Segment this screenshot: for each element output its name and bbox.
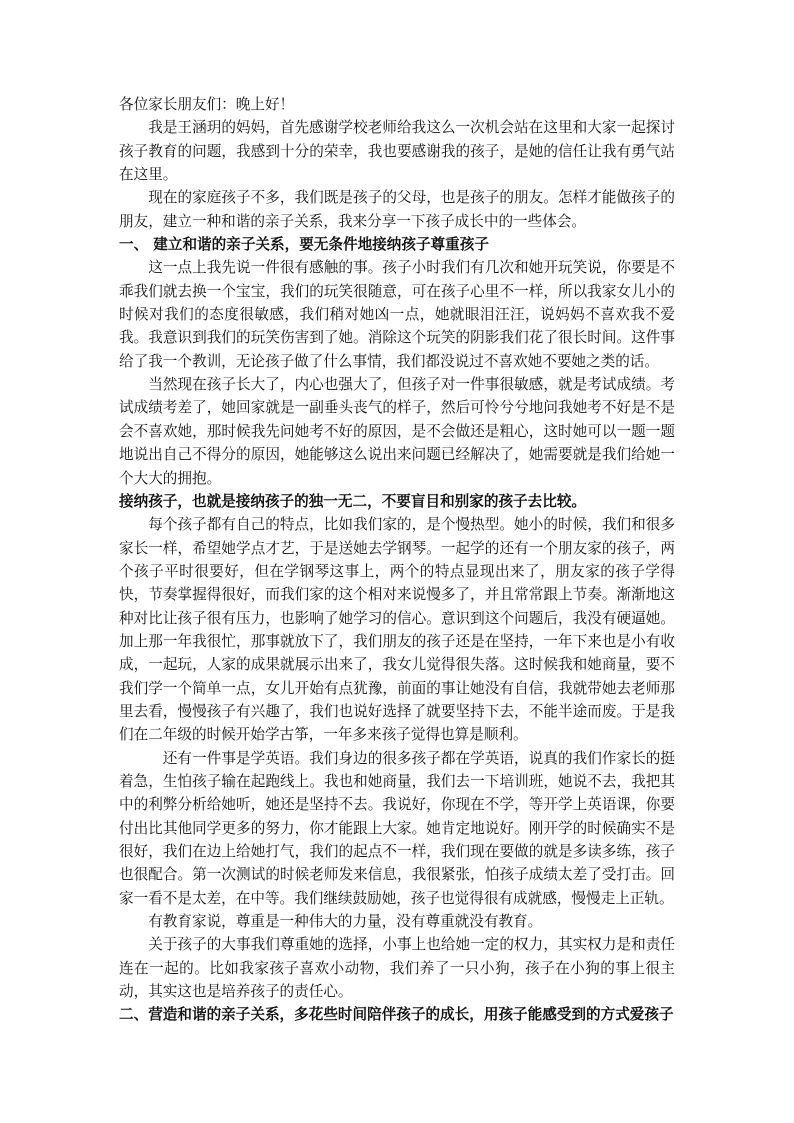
subheading-accept-uniqueness: 接纳孩子，也就是接纳孩子的独一无二，不要盲目和别家的孩子去比较。 bbox=[119, 492, 587, 510]
body-paragraph: 当然现在孩子长大了，内心也强大了，但孩子对一件事很敏感，就是考试成绩。考试成绩考差了，她回家就是一副垂头丧气的样子，然后可怜兮兮地问我她考不好是不是会不喜欢她，那时候我先问她考不好的原因，是不会做还是粗心，这时她可以一题一题地说出自己不得分的原因，她能够这么说出来问题已经解决了，她需要就是我们给她一个大大的拥抱。 bbox=[119, 376, 675, 487]
greeting-paragraph: 各位家长朋友们：晚上好！ bbox=[119, 96, 295, 113]
intro-paragraph-2: 现在的家庭孩子不多，我们既是孩子的父母，也是孩子的朋友。怎样才能做孩子的朋友，建立一种和谐的亲子关系，我来分享一下孩子成长中的一些体会。 bbox=[119, 189, 675, 230]
document-page bbox=[119, 93, 675, 1027]
body-paragraph: 这一点上我先说一件很有感触的事。孩子小时我们有几次和她开玩笑说，你要是不乖我们就去换一个宝宝，我们的玩笑很随意，可在孩子心里不一样，所以我家女儿小的时候对我们的态度很敏感，我们稍对她凶一点，她就眼泪汪汪，说妈妈不喜欢我不爱我。我意识到我们的玩笑伤害到了她。消除这个玩笑的阴影我们花了很长时间。这件事给了我一个教训，无论孩子做了什么事情，我们都没说过不喜欢她不要她之类的话。 bbox=[119, 259, 675, 370]
intro-paragraph: 我是王涵玥的妈妈，首先感谢学校老师给我这么一次机会站在这里和大家一起探讨孩子教育的问题，我感到十分的荣幸，我也要感谢我的孩子，是她的信任让我有勇气站在这里。 bbox=[119, 119, 675, 184]
quote-paragraph: 有教育家说，尊重是一种伟大的力量，没有尊重就没有教育。 bbox=[148, 913, 543, 931]
body-paragraph: 每个孩子都有自己的特点，比如我们家的，是个慢热型。她小的时候，我们和很多家长一样，希望她学点才艺，于是送她去学钢琴。一起学的还有一个朋友家的孩子，两个孩子平时很要好，但在学钢琴这事上，两个的特点显现出来了，朋友家的孩子学得快，节奏掌握得很好，而我们家的这个相对来说慢多了，并且常常跟上节奏。渐渐地这种对比让孩子很有压力，也影响了她学习的信心。意识到这个问题后，我没有硬逼她。加上那一年我很忙，那事就放下了，我们朋友的孩子还是在坚持，一年下来也是小有收成，一起玩，人家的成果就展示出来了，我女儿觉得很失落。这时候我和她商量，要不我们学一个简单一点，女儿开始有点犹豫，前面的事让她没有自信，我就带她去老师那里去看，慢慢孩子有兴趣了，我们也说好选择了就要坚持下去，不能半途而废。于是我们在二年级的时候开始学古筝，一年多来孩子觉得也算是顺利。 bbox=[119, 516, 675, 744]
section-heading-1: 一、 建立和谐的亲子关系，要无条件地接纳孩子尊重孩子 bbox=[119, 236, 489, 254]
section-heading-2: 二、营造和谐的亲子关系，多花些时间陪伴孩子的成长，用孩子能感受到的方式爱孩子 bbox=[119, 1006, 674, 1024]
body-paragraph: 还有一件事是学英语。我们身边的很多孩子都在学英语，说真的我们作家长的挺着急，生怕孩子输在起跑线上。我也和她商量，我们去一下培训班，她说不去，我把其中的利弊分析给她听，她还是坚持不去。我说好，你现在不学，等开学上英语课，你要付出比其他同学更多的努力，你才能跟上大家。她肯定地说好。刚开学的时候确实不是很好，我们在边上给她打气，我们的起点不一样，我们现在要做的就是多读多练，孩子也很配合。第一次测试的时候老师发来信息，我很紧张，怕孩子成绩太差了受打击。回家一看不是太差，在中等。我们继续鼓励她，孩子也觉得很有成就感，慢慢走上正轨。 bbox=[119, 749, 675, 907]
body-paragraph: 关于孩子的大事我们尊重她的选择，小事上也给她一定的权力，其实权力是和责任连在一起的。比如我家孩子喜欢小动物，我们养了一只小狗，孩子在小狗的事上很主动，其实这也是培养孩子的责任心。 bbox=[119, 936, 675, 1001]
